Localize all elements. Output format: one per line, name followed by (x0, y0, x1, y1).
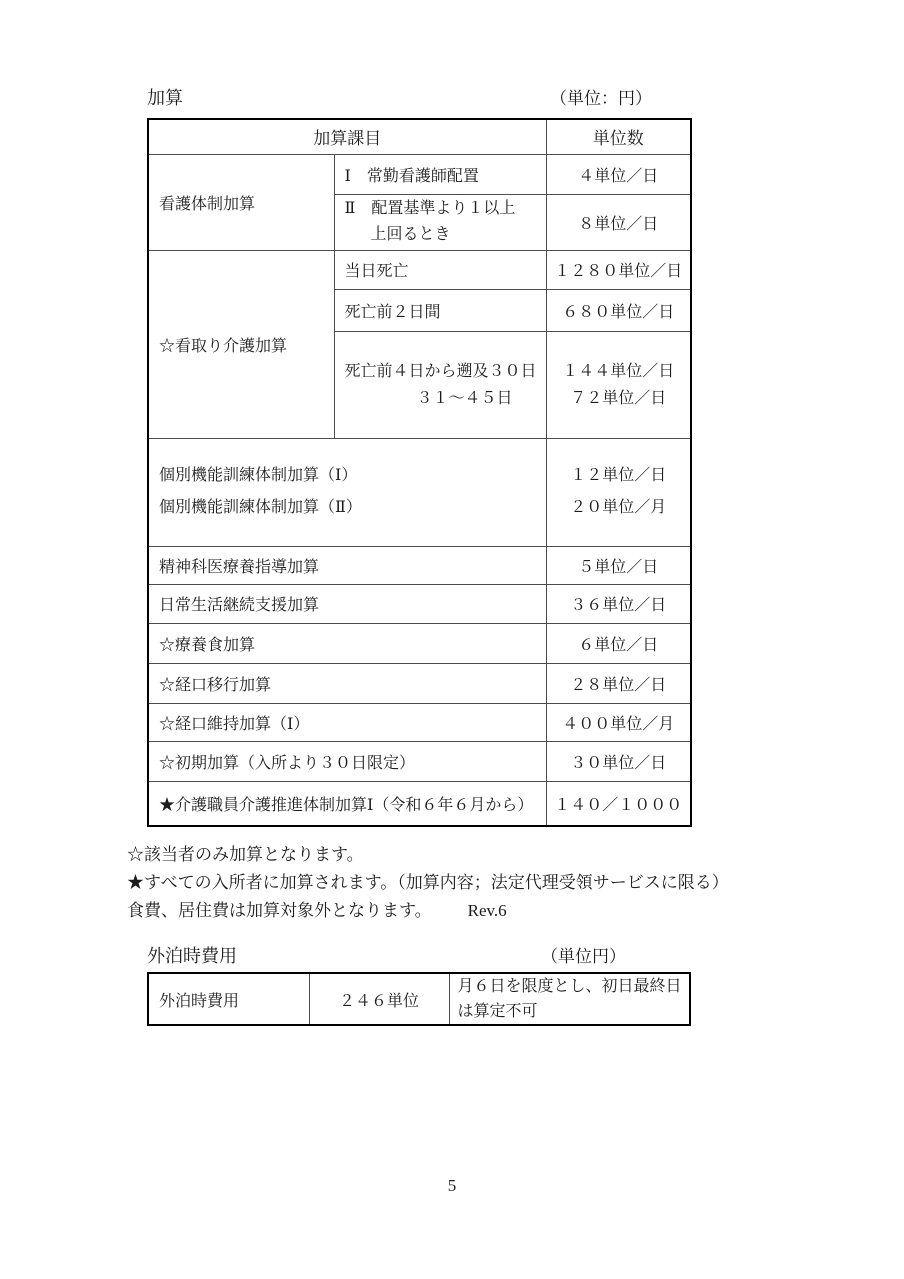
header-item-cell: 加算課目 (148, 119, 546, 154)
note-line: 月６日を限度とし、初日最終日 (457, 978, 682, 995)
item-cell: ☆経口維持加算（Ⅰ） (148, 703, 546, 741)
table-row (148, 546, 691, 584)
units-cell: ３６単位／日 (546, 584, 691, 623)
table-row (148, 741, 691, 781)
units-cell: １２８０単位／日 (546, 250, 691, 289)
item-cell: 精神科医療養指導加算 (148, 546, 546, 584)
footnote-meals-housing-text: 食費、居住費は加算対象外となります。 (127, 901, 432, 920)
units-cell: ６単位／日 (546, 623, 691, 663)
table-row (148, 584, 691, 623)
overnight-table (147, 972, 691, 1026)
units-cell: ２４６単位 (309, 973, 449, 1025)
item-cell: ☆経口移行加算 (148, 663, 546, 703)
table-row (148, 781, 691, 826)
item-cell (334, 331, 546, 438)
table-row (148, 250, 691, 289)
item-cell: Ⅰ 常勤看護師配置 (334, 154, 546, 194)
revision-label: Rev.6 (467, 901, 507, 920)
units-cell: ８単位／日 (546, 194, 691, 250)
units-cell (546, 331, 691, 438)
units-cell: １４０／１０００ (546, 781, 691, 826)
addition-title-row (147, 84, 690, 110)
footnote-star-all-residents: ★すべての入所者に加算されます。（加算内容；法定代理受領サービスに限る） (127, 873, 729, 892)
units-cell: ５単位／日 (546, 546, 691, 584)
overnight-unit-label: （単位円） (541, 947, 626, 966)
item-cell: 当日死亡 (334, 250, 546, 289)
addition-section-title: 加算 (147, 88, 183, 108)
item-cell: 死亡前２日間 (334, 289, 546, 331)
table-row (148, 973, 690, 1025)
units-line: ２０単位／月 (570, 499, 667, 516)
item-line: ３１～４５日 (416, 389, 513, 407)
units-cell: ２８単位／日 (546, 663, 691, 703)
item-cell: ★介護職員介護推進体制加算Ⅰ（令和６年６月から） (148, 781, 546, 826)
units-cell (546, 438, 691, 546)
item-cell: 日常生活継続支援加算 (148, 584, 546, 623)
item-line: 上回るとき (370, 226, 451, 243)
units-line: １２単位／日 (570, 467, 667, 484)
table-row (148, 663, 691, 703)
item-line: 個別機能訓練体制加算（Ⅰ） (159, 467, 358, 484)
overnight-section-title: 外泊時費用 (147, 946, 237, 966)
addition-unit-label: （単位：円） (550, 89, 652, 108)
item-cell: 外泊時費用 (148, 973, 309, 1025)
footnotes (127, 841, 729, 925)
table-row (148, 623, 691, 663)
kango-taisei-label-cell: 看護体制加算 (148, 154, 334, 250)
units-line: ７２単位／日 (570, 389, 667, 407)
header-units-cell: 単位数 (546, 119, 691, 154)
units-cell: ３０単位／日 (546, 741, 691, 781)
footnote-meals-housing (127, 897, 729, 925)
table-row (148, 438, 691, 546)
footnote-star-applicable: ☆該当者のみ加算となります。 (127, 845, 364, 864)
table-row (148, 703, 691, 741)
page-number: 5 (447, 1176, 457, 1195)
note-cell (449, 973, 690, 1025)
units-cell: ６８０単位／日 (546, 289, 691, 331)
mitori-label-cell: ☆看取り介護加算 (148, 250, 334, 438)
units-line: １４４単位／日 (562, 362, 675, 380)
overnight-title-row (147, 942, 690, 968)
item-line: 死亡前４日から遡及３０日 (344, 362, 537, 380)
table-header-row (148, 119, 691, 154)
item-line: 個別機能訓練体制加算（Ⅱ） (159, 499, 362, 516)
item-cell (334, 194, 546, 250)
item-cell: ☆療養食加算 (148, 623, 546, 663)
item-cell: ☆初期加算（入所より３０日限定） (148, 741, 546, 781)
units-cell: ４単位／日 (546, 154, 691, 194)
addition-table (147, 118, 692, 827)
table-row (148, 154, 691, 194)
item-cell (148, 438, 546, 546)
item-line: Ⅱ 配置基準より１以上 (344, 200, 516, 217)
units-cell: ４００単位／月 (546, 703, 691, 741)
note-line: は算定不可 (457, 1003, 538, 1020)
